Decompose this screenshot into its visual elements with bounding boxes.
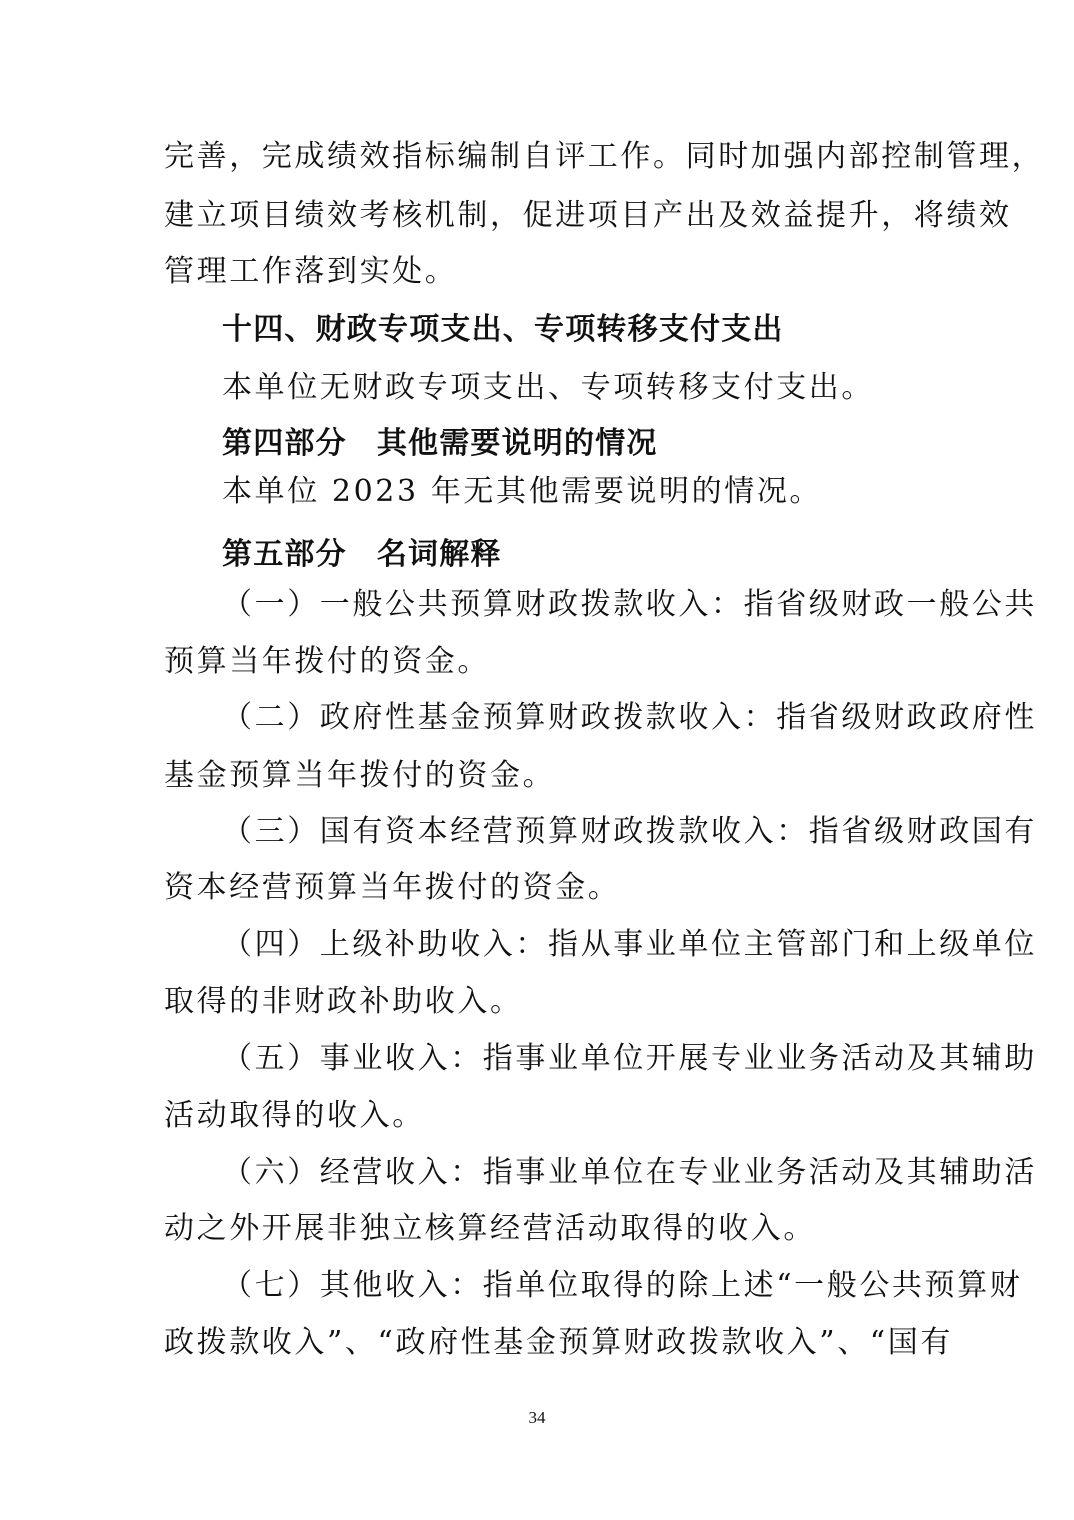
definition-line: 基金预算当年拨付的资金。: [164, 758, 556, 793]
paragraph-line: 完善，完成绩效指标编制自评工作。同时加强内部控制管理，: [164, 139, 1045, 174]
definition-line: 取得的非财政补助收入。: [164, 984, 523, 1019]
part-heading-label: 第五部分: [222, 537, 347, 572]
paragraph-line: 本单位无财政专项支出、专项转移支付支出。: [222, 370, 874, 405]
definition-line: （四）上级补助收入：指从事业单位主管部门和上级单位: [222, 927, 1037, 962]
paragraph-line: 管理工作落到实处。: [164, 254, 458, 289]
part-heading-title: 其他需要说明的情况: [376, 426, 658, 461]
part-heading-label: 第四部分: [222, 426, 347, 461]
section-heading: 十四、财政专项支出、专项转移支付支出: [222, 312, 784, 347]
part-heading-title: 名词解释: [376, 537, 502, 572]
definition-line: （六）经营收入：指事业单位在专业业务活动及其辅助活: [222, 1155, 1037, 1190]
definition-line: 动之外开展非独立核算经营活动取得的收入。: [164, 1211, 816, 1246]
definition-line: 活动取得的收入。: [164, 1098, 425, 1133]
definition-line: 预算当年拨付的资金。: [164, 644, 490, 679]
definition-line: （三）国有资本经营预算财政拨款收入：指省级财政国有: [222, 814, 1037, 849]
definition-line: （二）政府性基金预算财政拨款收入：指省级财政政府性: [222, 700, 1037, 735]
page-number: 34: [528, 1408, 546, 1427]
part-heading: [222, 424, 914, 464]
paragraph-line: 本单位 2023 年无其他需要说明的情况。: [222, 474, 823, 509]
definition-line: （七）其他收入：指单位取得的除上述“一般公共预算财: [222, 1268, 1023, 1303]
paragraph-line: 建立项目绩效考核机制，促进项目产出及效益提升，将绩效: [164, 198, 1012, 233]
definition-line: （一）一般公共预算财政拨款收入：指省级财政一般公共: [222, 587, 1037, 622]
definition-line: （五）事业收入：指事业单位开展专业业务活动及其辅助: [222, 1041, 1037, 1076]
definition-line: 资本经营预算当年拨付的资金。: [164, 870, 621, 905]
definition-line: 政拨款收入”、“政府性基金预算财政拨款收入”、“国有: [164, 1325, 953, 1360]
part-heading: [222, 535, 914, 575]
